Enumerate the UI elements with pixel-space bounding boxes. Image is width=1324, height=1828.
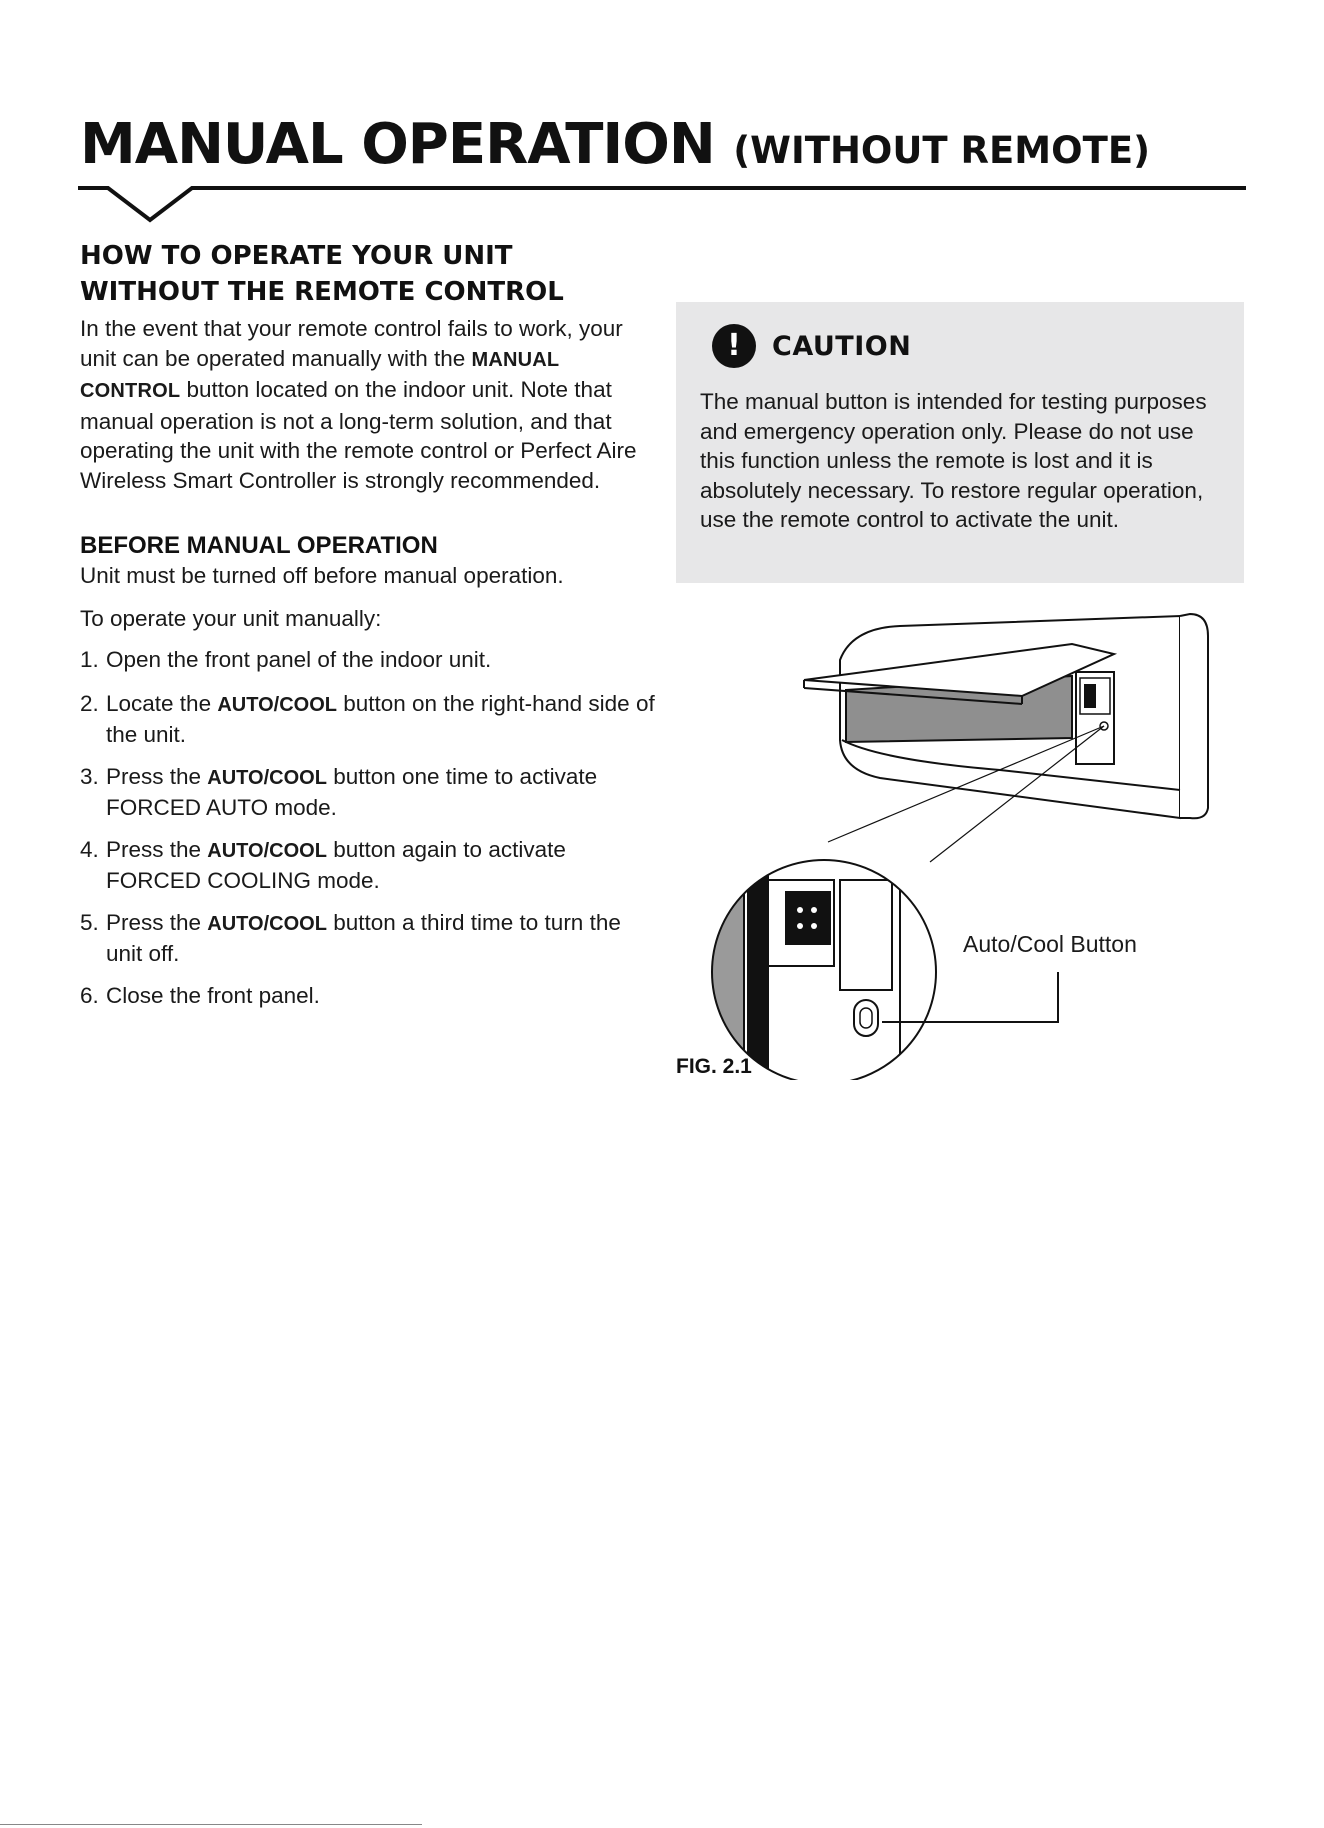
exclamation-icon: ! <box>712 324 756 368</box>
list-item: 1. Open the front panel of the indoor unit. <box>80 645 660 677</box>
auto-cool-keyword: AUTO/COOL <box>207 839 327 862</box>
steps-intro: To operate your unit manually: <box>80 605 382 631</box>
auto-cool-keyword: AUTO/COOL <box>207 766 327 789</box>
auto-cool-keyword: AUTO/COOL <box>217 693 337 716</box>
left-column <box>80 238 660 1024</box>
list-item: 2. Locate the AUTO/COOL button on the right-hand side of the unit. <box>80 689 660 750</box>
caution-box <box>676 302 1244 583</box>
page-title-sub: (WITHOUT REMOTE) <box>733 129 1151 172</box>
before-manual-heading: BEFORE MANUAL OPERATION <box>80 532 438 559</box>
footer-rule <box>0 1824 422 1825</box>
step-number: 2. <box>80 690 99 716</box>
intro-text-1: In the event that your remote control fails to work, your unit can be operated manually with the <box>80 316 623 371</box>
caution-title: CAUTION <box>772 330 912 362</box>
step-number: 4. <box>80 836 99 862</box>
step-number: 1. <box>80 647 99 672</box>
auto-cool-button-label: Auto/Cool Button <box>963 931 1137 957</box>
list-item: 6. Close the front panel. <box>80 981 660 1013</box>
section-heading-line2: WITHOUT THE REMOTE CONTROL <box>80 277 564 307</box>
section-heading-line1: HOW TO OPERATE YOUR UNIT <box>80 241 513 271</box>
intro-text-2: button located on the indoor unit. Note that manual operation is not a long-term solution, and that operating the unit with the remote control or Perfect Aire Wireless Smart Controller is strongly recommended. <box>80 377 637 493</box>
step-number: 3. <box>80 763 99 789</box>
steps-list <box>80 645 660 1012</box>
list-item: 3. Press the AUTO/COOL button one time to activate FORCED AUTO mode. <box>80 762 660 823</box>
intro-paragraph <box>80 314 660 495</box>
caution-text: The manual button is intended for testing purposes and emergency operation only. Please do not use this function unless the remote is lost and it is absolutely necessary. To restore regular operation, use the remote control to activate the unit. <box>700 389 1207 532</box>
list-item: 5. Press the AUTO/COOL button a third time to turn the unit off. <box>80 908 660 969</box>
list-item: 4. Press the AUTO/COOL button again to activate FORCED COOLING mode. <box>80 835 660 896</box>
step-number: 6. <box>80 982 99 1008</box>
figure-caption: FIG. 2.1 <box>676 1055 752 1078</box>
title-rule <box>78 180 1248 224</box>
auto-cool-keyword: AUTO/COOL <box>207 912 327 935</box>
page-title-main: MANUAL OPERATION <box>80 112 715 177</box>
section-heading <box>80 238 660 310</box>
caution-header <box>712 324 911 368</box>
manual-control-keyword: MANUAL CONTROL <box>80 348 559 402</box>
indoor-unit-illustration <box>660 600 1220 1080</box>
page-title <box>80 112 1150 177</box>
step-number: 5. <box>80 909 99 935</box>
before-manual-text: Unit must be turned off before manual operation. <box>80 563 564 588</box>
